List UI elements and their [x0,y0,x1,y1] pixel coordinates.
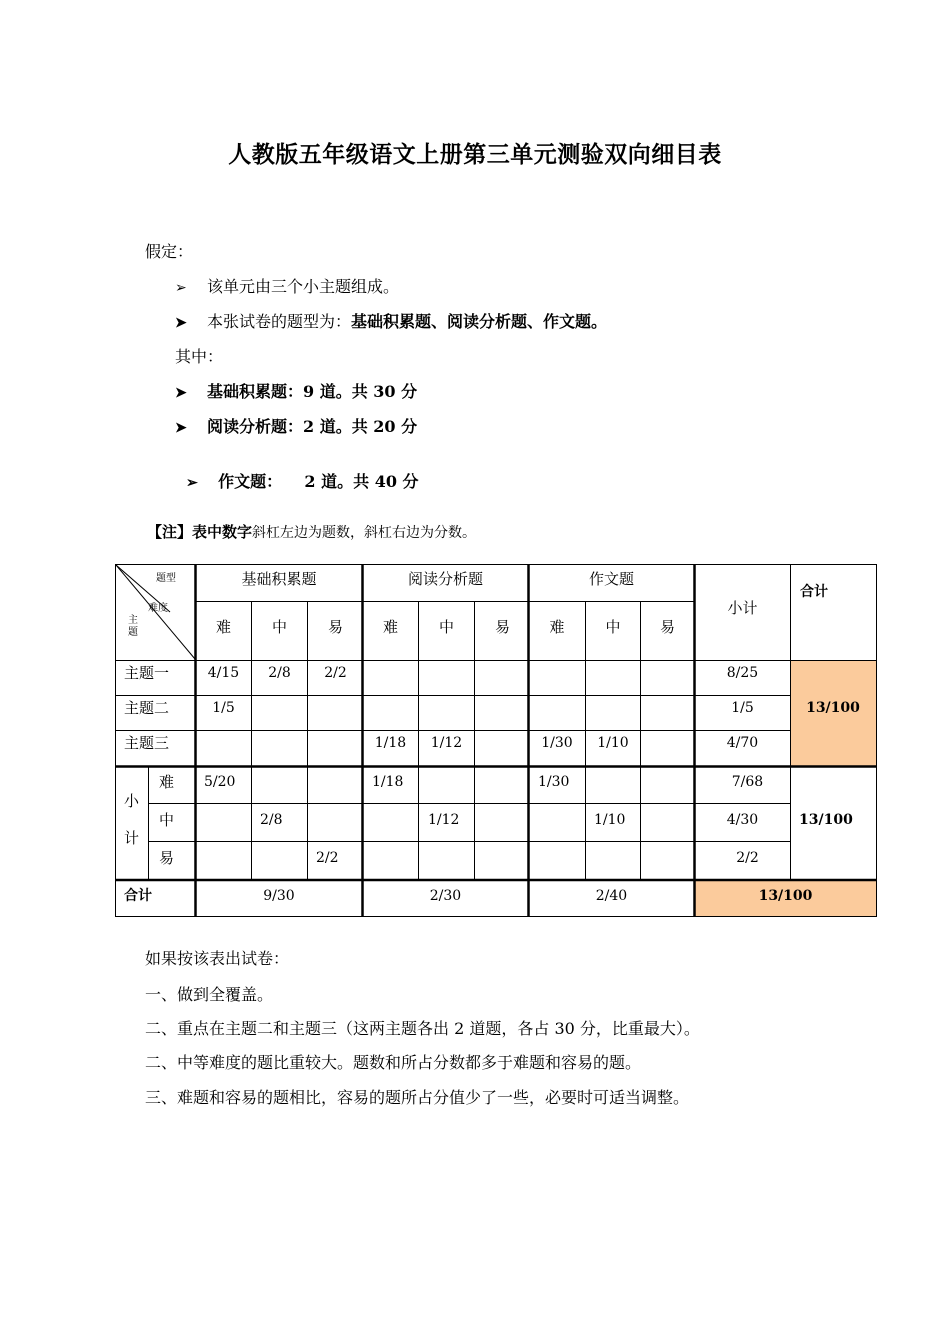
corner-difficulty-label: 难度 [148,603,168,614]
grand-total-cell: 13/100 [758,888,813,904]
level-header: 难 [215,618,231,636]
table-cell: 1/12 [428,812,460,828]
level-header: 中 [438,618,454,636]
bullet-text: 本张试卷的题型为： [207,312,352,331]
table-cell: 1/10 [594,812,626,828]
group-total-cell: 2/40 [595,888,628,904]
level-row-label: 中 [159,811,175,829]
level-header: 难 [382,618,398,636]
topic-row-label: 主题二 [124,699,170,717]
conclusion-point: 二、中等难度的题比重较大。题数和所占分数都多于难题和容易的题。 [145,1053,642,1072]
subtotal-cell: 8/25 [726,665,759,681]
arrow-bullet-icon: ➢ [186,475,198,491]
group-total-cell: 2/30 [429,888,462,904]
table-cell: 2/8 [268,665,291,681]
group-header: 基础积累题 [241,570,317,588]
bullet-bold-text: 基础积累题、阅读分析题、作文题。 [351,312,608,331]
subtotal-side-label: 小 [124,792,140,810]
bullet-item [175,309,607,332]
note-text: 斜杠左边为题数，斜杠右边为分数。 [252,525,477,541]
level-header: 易 [659,618,675,636]
bullet-item [175,274,399,297]
level-header: 中 [271,618,287,636]
table-cell: 1/12 [430,735,463,751]
level-header: 中 [605,618,621,636]
topic-total-cell: 13/100 [806,700,860,716]
group-total-cell: 9/30 [263,888,295,904]
table-cell: 2/8 [260,812,283,828]
level-row-label: 易 [159,849,175,867]
count-text: 作文题： 2 道。共 40 分 [218,472,419,491]
arrow-bullet-icon: ➤ [175,385,187,401]
count-text: 阅读分析题：2 道。共 20 分 [207,417,418,436]
table-cell: 1/30 [538,774,570,790]
topic-row-label: 主题三 [124,734,170,752]
table-cell: 1/30 [541,735,573,751]
note-bracket: 【注】 [147,523,193,541]
arrow-bullet-icon: ➤ [175,315,187,331]
table-note [147,521,476,542]
level-header: 易 [494,618,510,636]
table-cell: 5/20 [204,774,236,790]
count-item [175,414,417,437]
among-label: 其中： [175,347,224,366]
subtotal-header: 小计 [727,599,758,617]
table-cell: 2/2 [316,850,339,866]
page-title: 人教版五年级语文上册第三单元测验双向细目表 [228,142,722,168]
bottom-total-label: 合计 [124,888,152,904]
table-cell: 1/10 [597,735,629,751]
level-row-label: 难 [159,773,175,791]
table-cell: 2/2 [324,665,347,681]
subtotal-cell: 1/5 [731,700,754,716]
note-bold: 表中数字 [192,523,253,541]
table-cell: 1/18 [374,735,407,751]
group-header: 阅读分析题 [407,570,483,588]
bullet-text: 该单元由三个小主题组成。 [207,277,400,296]
table-cell: 4/15 [207,665,240,681]
subtotal-cell: 4/30 [726,812,759,828]
arrow-bullet-icon: ➢ [175,280,187,296]
conclusion-point: 二、重点在主题二和主题三（这两主题各出 2 道题，各占 30 分，比重最大）。 [145,1019,700,1038]
level-header: 易 [327,618,343,636]
table-cell: 1/18 [372,774,404,790]
group-header: 作文题 [588,570,634,588]
table-cell: 1/5 [212,700,235,716]
conclusion-point: 三、难题和容易的题相比，容易的题所占分值少了一些，必要时可适当调整。 [145,1088,690,1107]
subtotal-cell: 7/68 [731,774,764,790]
total-header: 合计 [800,584,828,600]
count-item [175,379,417,402]
assumption-label: 假定： [145,242,194,261]
conclusion-lead: 如果按该表出试卷： [145,949,290,968]
corner-topic-label: 主 [128,615,138,626]
arrow-bullet-icon: ➤ [175,420,187,436]
subtotal-cell: 2/2 [736,850,759,866]
level-header: 难 [549,618,565,636]
corner-topic-label: 题 [128,627,138,638]
level-total-cell: 13/100 [799,812,853,828]
topic-row-label: 主题一 [124,664,170,682]
count-text: 基础积累题：9 道。共 30 分 [207,382,418,401]
subtotal-cell: 4/70 [726,735,759,751]
conclusion-point: 一、做到全覆盖。 [145,985,274,1004]
subtotal-side-label: 计 [124,829,140,847]
corner-type-label: 题型 [156,573,176,584]
count-item [175,450,419,492]
